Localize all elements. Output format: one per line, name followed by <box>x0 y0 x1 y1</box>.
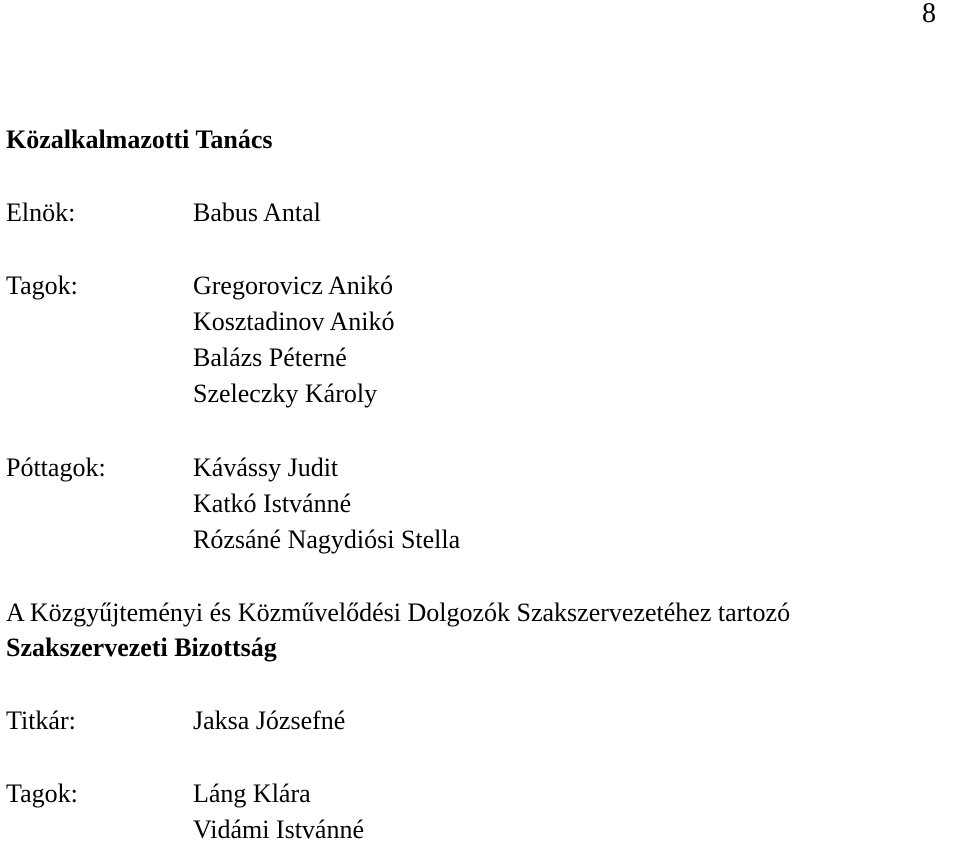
page-number: 8 <box>922 0 936 29</box>
union-members-list <box>193 776 364 848</box>
secretary-label: Titkár: <box>6 706 76 735</box>
chair-name: Babus Antal <box>193 198 321 227</box>
council-member: Kosztadinov Anikó <box>193 307 395 336</box>
council-members-list <box>193 268 395 412</box>
alternate-member: Kávássy Judit <box>193 453 339 482</box>
council-title: Közalkalmazotti Tanács <box>6 125 273 154</box>
alternate-member: Katkó Istvánné <box>193 489 352 518</box>
council-members-label: Tagok: <box>6 271 78 300</box>
union-member: Vidámi Istvánné <box>193 815 365 844</box>
chair-names <box>193 195 321 231</box>
alternates-list <box>193 450 460 558</box>
council-member: Gregorovicz Anikó <box>193 271 394 300</box>
secretary-name: Jaksa Józsefné <box>193 706 346 735</box>
council-member: Balázs Péterné <box>193 343 347 372</box>
union-member: Láng Klára <box>193 779 311 808</box>
chair-label: Elnök: <box>6 198 76 227</box>
union-title: Szakszervezeti Bizottság <box>6 633 277 662</box>
council-member: Szeleczky Károly <box>193 379 378 408</box>
union-members-label: Tagok: <box>6 779 78 808</box>
union-intro: A Közgyűjteményi és Közművelődési Dolgozók Szakszervezetéhez tartozó <box>6 598 791 627</box>
alternate-member: Rózsáné Nagydiósi Stella <box>193 525 461 554</box>
secretary-names <box>193 703 345 739</box>
alternates-label: Póttagok: <box>6 453 106 482</box>
